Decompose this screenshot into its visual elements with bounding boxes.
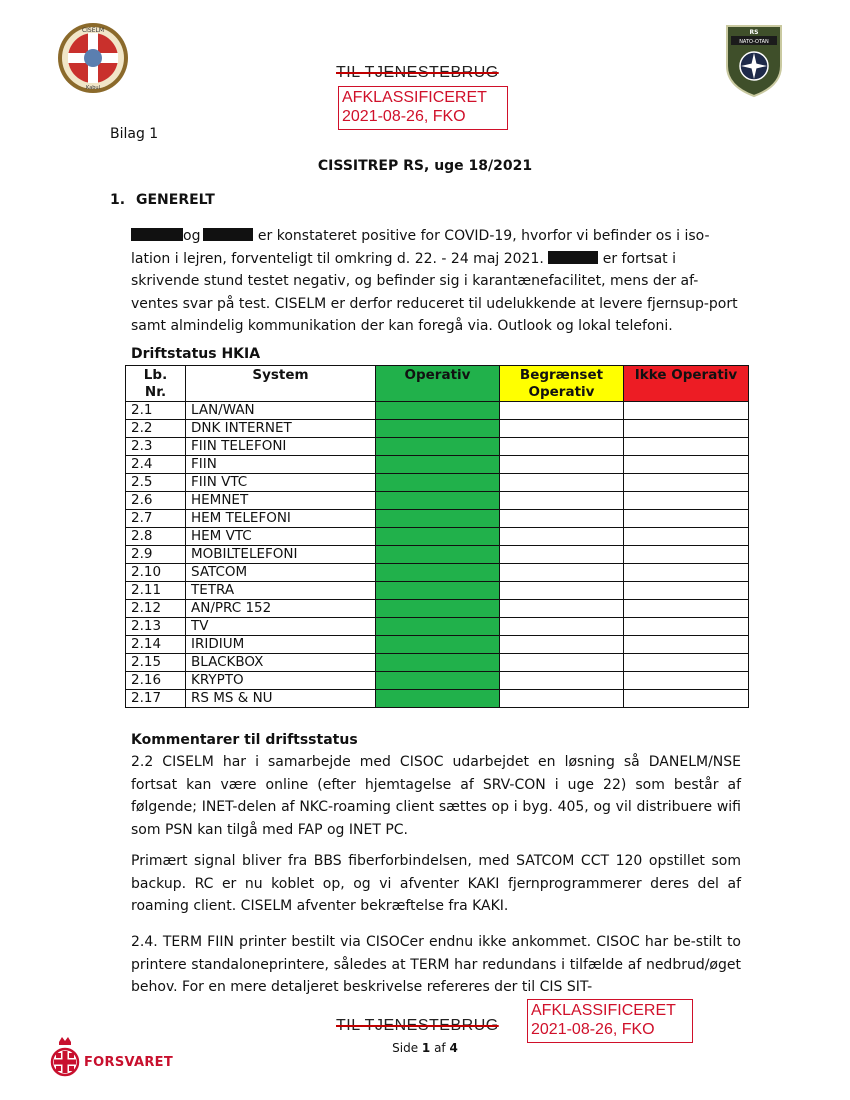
comment-paragraph-2: Primært signal bliver fra BBS fiberforbindelsen, med SATCOM CCT 120 opstillet som backup. RC er nu koblet op, og vi afventer KAKI fjernprogrammerer deres del af roaming client. CISELM afventer bekræftelse fra KAKI. — [131, 853, 741, 914]
row-system: RS MS & NU — [186, 690, 376, 708]
row-number: 2.10 — [126, 564, 186, 582]
row-system: HEMNET — [186, 492, 376, 510]
row-system: DNK INTERNET — [186, 420, 376, 438]
status-cell-not-operative — [624, 492, 749, 510]
status-cell-operative — [376, 636, 500, 654]
status-cell-not-operative — [624, 636, 749, 654]
annex-label: Bilag 1 — [110, 126, 159, 142]
redaction-block — [548, 251, 598, 264]
declassified-label: AFKLASSIFICERET — [531, 1002, 676, 1019]
general-paragraph-part: er konstateret positive for COVID-19, hvorfor vi befinder os i iso-lation i lejren, forventeligt til omkring d. 22. - 24 maj 2021. — [131, 228, 710, 267]
status-cell-operative — [376, 528, 500, 546]
status-cell-operative — [376, 690, 500, 708]
status-cell-limited — [500, 474, 624, 492]
table-row — [126, 582, 749, 600]
status-cell-operative — [376, 546, 500, 564]
row-number: 2.2 — [126, 420, 186, 438]
status-cell-limited — [500, 420, 624, 438]
status-cell-not-operative — [624, 510, 749, 528]
left-logo-top-text: CISELM — [81, 27, 105, 34]
row-number: 2.14 — [126, 636, 186, 654]
status-cell-not-operative — [624, 672, 749, 690]
page-current: 1 — [421, 1041, 431, 1055]
status-cell-limited — [500, 492, 624, 510]
status-cell-not-operative — [624, 582, 749, 600]
status-cell-limited — [500, 564, 624, 582]
status-cell-operative — [376, 474, 500, 492]
row-system: MOBILTELEFONI — [186, 546, 376, 564]
row-number: 2.1 — [126, 402, 186, 420]
status-cell-operative — [376, 492, 500, 510]
column-header-limited: Begrænset Operativ — [500, 366, 624, 402]
status-cell-limited — [500, 600, 624, 618]
column-header-num: Lb. Nr. — [126, 366, 186, 402]
row-system: TETRA — [186, 582, 376, 600]
section-number: 1. — [110, 192, 126, 208]
general-paragraph-part: er fortsat i skrivende stund testet negativ, og befinder sig i karantænefacilitet, mens der af-ventes svar på test. CISELM er derfor reduceret til udelukkende at levere fjernsup-port samt almindelig kommunikation der kan foregå via. Outlook og lokal telefoni. — [131, 250, 738, 334]
status-cell-not-operative — [624, 564, 749, 582]
table-row — [126, 492, 749, 510]
row-number: 2.16 — [126, 672, 186, 690]
forsvaret-crown-icon — [50, 1034, 80, 1078]
status-cell-limited — [500, 618, 624, 636]
table-row — [126, 654, 749, 672]
status-cell-not-operative — [624, 528, 749, 546]
table-header-row — [126, 366, 749, 402]
row-number: 2.3 — [126, 438, 186, 456]
status-cell-operative — [376, 654, 500, 672]
status-cell-not-operative — [624, 690, 749, 708]
row-system: IRIDIUM — [186, 636, 376, 654]
declassified-date: 2021-08-26, FKO — [531, 1021, 655, 1038]
row-system: LAN/WAN — [186, 402, 376, 420]
right-logo-bottom-text: NATO-OTAN — [739, 39, 769, 45]
row-system: BLACKBOX — [186, 654, 376, 672]
table-row — [126, 528, 749, 546]
table-row — [126, 510, 749, 528]
row-system: FIIN TELEFONI — [186, 438, 376, 456]
column-header-operative: Operativ — [376, 366, 500, 402]
page-total: 4 — [449, 1041, 458, 1055]
row-system: AN/PRC 152 — [186, 600, 376, 618]
page-number — [0, 1041, 850, 1055]
row-number: 2.7 — [126, 510, 186, 528]
row-number: 2.8 — [126, 528, 186, 546]
status-cell-limited — [500, 510, 624, 528]
status-cell-operative — [376, 672, 500, 690]
classification-header: TIL TJENESTEBRUG — [336, 64, 499, 81]
status-cell-limited — [500, 582, 624, 600]
table-caption: Driftstatus HKIA — [131, 346, 261, 362]
status-cell-not-operative — [624, 474, 749, 492]
status-cell-not-operative — [624, 654, 749, 672]
column-header-not-operative: Ikke Operativ — [624, 366, 749, 402]
table-row — [126, 474, 749, 492]
table-row — [126, 672, 749, 690]
table-row — [126, 420, 749, 438]
declassified-stamp-top — [338, 86, 508, 130]
status-cell-not-operative — [624, 600, 749, 618]
row-system: HEM TELEFONI — [186, 510, 376, 528]
row-number: 2.12 — [126, 600, 186, 618]
status-cell-operative — [376, 510, 500, 528]
row-number: 2.13 — [126, 618, 186, 636]
row-number: 2.11 — [126, 582, 186, 600]
comment-paragraph-3: 2.4. TERM FIIN printer bestilt via CISOCer endnu ikke ankommet. CISOC har be-stilt to printere standaloneprintere, således at TERM har redundans i tilfælde af nedbrud/øget behov. For en mere detaljeret beskrivelse refereres der til CIS SIT- — [131, 934, 741, 995]
page-mid: af — [430, 1041, 450, 1055]
table-row — [126, 438, 749, 456]
general-paragraph — [131, 225, 741, 338]
left-logo-bottom-text: Kabul — [86, 85, 100, 91]
document-title: CISSITREP RS, uge 18/2021 — [317, 158, 533, 174]
comments-heading: Kommentarer til driftsstatus — [131, 732, 358, 748]
classification-footer: TIL TJENESTEBRUG — [336, 1017, 499, 1034]
table-row — [126, 564, 749, 582]
row-system: SATCOM — [186, 564, 376, 582]
status-cell-operative — [376, 564, 500, 582]
status-cell-operative — [376, 618, 500, 636]
status-cell-operative — [376, 402, 500, 420]
row-number: 2.17 — [126, 690, 186, 708]
table-row — [126, 600, 749, 618]
row-number: 2.5 — [126, 474, 186, 492]
row-system: FIIN — [186, 456, 376, 474]
row-system: KRYPTO — [186, 672, 376, 690]
nato-rs-shield-logo — [723, 22, 785, 98]
status-cell-limited — [500, 654, 624, 672]
status-cell-operative — [376, 438, 500, 456]
comment-paragraph-1: 2.2 CISELM har i samarbejde med CISOC udarbejdet en løsning så DANELM/NSE fortsat kan være online (efter hjemtagelse af SRV-CON i uge 22) som består af følgende; INET-delen af NKC-roaming client sættes op i byg. 405, og vil distribuere wifi som PSN kan tilgå med FAP og INET PC. — [131, 754, 741, 838]
status-table — [125, 365, 749, 708]
row-number: 2.15 — [126, 654, 186, 672]
status-cell-not-operative — [624, 546, 749, 564]
status-cell-not-operative — [624, 438, 749, 456]
section-heading — [110, 192, 215, 208]
declassified-label: AFKLASSIFICERET — [342, 89, 487, 106]
status-cell-operative — [376, 582, 500, 600]
general-paragraph-part: og — [183, 228, 201, 244]
status-cell-not-operative — [624, 456, 749, 474]
status-cell-limited — [500, 456, 624, 474]
row-number: 2.6 — [126, 492, 186, 510]
row-system: TV — [186, 618, 376, 636]
row-system: HEM VTC — [186, 528, 376, 546]
status-cell-limited — [500, 402, 624, 420]
row-number: 2.9 — [126, 546, 186, 564]
status-cell-operative — [376, 420, 500, 438]
table-row — [126, 618, 749, 636]
row-number: 2.4 — [126, 456, 186, 474]
table-row — [126, 456, 749, 474]
status-cell-limited — [500, 438, 624, 456]
status-cell-limited — [500, 546, 624, 564]
status-cell-limited — [500, 672, 624, 690]
status-cell-limited — [500, 528, 624, 546]
declassified-date: 2021-08-26, FKO — [342, 108, 466, 125]
table-row — [126, 546, 749, 564]
table-row — [126, 636, 749, 654]
declassified-stamp-bottom — [527, 999, 693, 1043]
status-cell-not-operative — [624, 420, 749, 438]
row-system: FIIN VTC — [186, 474, 376, 492]
status-cell-limited — [500, 690, 624, 708]
table-row — [126, 690, 749, 708]
redaction-block — [203, 228, 253, 241]
status-cell-not-operative — [624, 402, 749, 420]
status-cell-limited — [500, 636, 624, 654]
status-cell-operative — [376, 456, 500, 474]
ciselm-kabul-logo — [57, 22, 129, 94]
section-heading-text: GENERELT — [136, 192, 215, 208]
redaction-block — [131, 228, 183, 241]
status-cell-operative — [376, 600, 500, 618]
right-logo-top-text: RS — [749, 29, 759, 36]
forsvaret-brand: FORSVARET — [84, 1055, 174, 1070]
page-prefix: Side — [392, 1041, 422, 1055]
table-row — [126, 402, 749, 420]
status-cell-not-operative — [624, 618, 749, 636]
column-header-system: System — [186, 366, 376, 402]
